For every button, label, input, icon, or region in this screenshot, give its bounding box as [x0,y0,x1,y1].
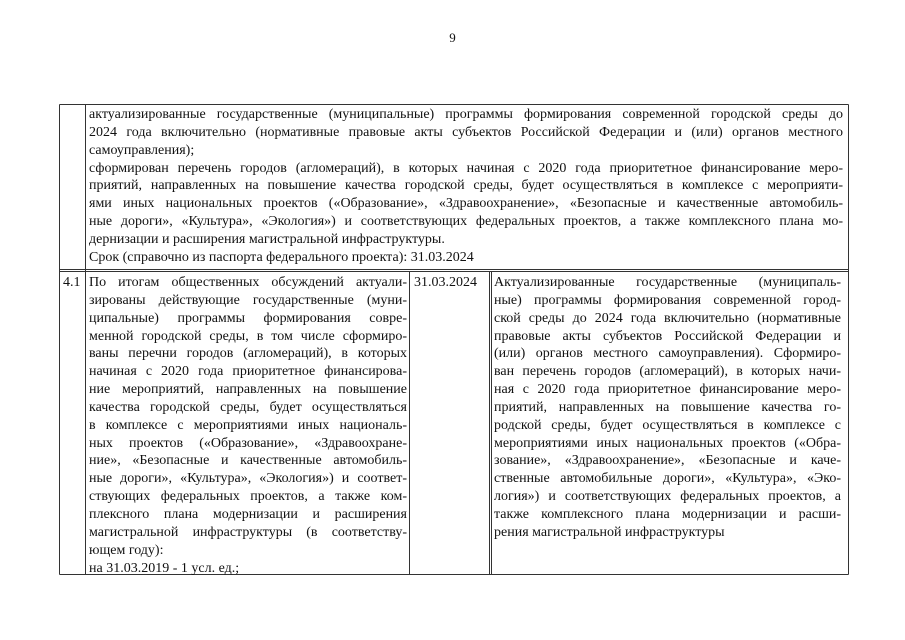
text-line: самоуправления); [89,142,195,158]
text-line: ственные автомобильные дороги», «Культура», «Эко- [494,471,841,487]
text-line: ная с 2020 года приоритетное финансирование меро- [494,382,841,398]
text-line: магистральной инфраструктуры (в соответству- [89,524,407,540]
text-line: ные дороги», «Культура», «Экология») и соответствующих федеральных проектов, а также комплексного плана мо- [89,214,843,230]
text-line: зированы действующие государственные (муни- [89,292,407,308]
text-line: приятий, направленных на повышение качества го- [494,399,841,415]
text-line: правовые акты субъектов Российской Федерации и [494,328,841,344]
text-line: начиная с 2020 года приоритетное финансирова- [89,364,407,380]
text-line: актуализированные государственные (муниципальные) программы формирования современной городской среды до [89,107,843,122]
text-line: зование», «Здравоохранение», «Безопасные и каче- [494,453,841,469]
text-line: дернизации и расширения магистральной инфраструктуры. [89,231,445,247]
text-line: ние», «Безопасные и качественные автомобиль- [89,453,407,469]
text-line: в комплексе с мероприятиями иных националь- [89,417,407,433]
text-line: приятий, направленных на повышение качества городской среды, будет осуществляться в комплексе с мероприяти- [89,178,843,194]
row-description [89,274,407,577]
text-line: ципальные) программы формирования совре- [89,310,407,326]
text-line: Срок (справочно из паспорта федерального проекта): 31.03.2024 [89,249,474,265]
text-line: плексного плана модернизации и расширения [89,506,407,522]
text-line: (или) органов местного самоуправления). Сформиро- [494,346,841,362]
text-line: рения магистральной инфраструктуры [494,524,725,540]
text-line: ных проектов («Образование», «Здравоохране- [89,435,407,451]
row-number: 4.1 [63,275,81,290]
text-line: ные дороги», «Культура», «Экология») и соответ- [89,471,407,487]
text-line: ствующих федеральных проектов, а также ком- [89,489,407,505]
text-line: мероприятиями иных национальных проектов («Обра- [494,435,841,451]
text-line: логия») и соответствующих федеральных проектов, а [494,489,841,505]
continued-row-text [89,106,843,267]
text-line: Актуализированные государственные (муниципаль- [494,275,841,290]
text-line: ные) программы формирования современной город- [494,292,841,308]
text-line: сформирован перечень городов (агломераций), в которых начиная с 2020 года приоритетное финансирование меро- [89,160,843,176]
text-line: ние мероприятий, направленных на повышение [89,382,407,398]
page-number: 9 [449,30,456,45]
text-line: менной городской среды, в том числе сформиро- [89,328,407,344]
text-line: родской среды, будет осуществляться в комплексе с [494,417,841,433]
text-line: По итогам общественных обсуждений актуали- [89,275,407,290]
text-line: ями иных национальных проектов («Образование», «Здравоохранение», «Безопасные и качественные автомобиль- [89,196,843,212]
text-line: ван перечень городов (агломераций), в которых начи- [494,364,841,380]
text-line: ваны перечни городов (агломераций), в которых [89,346,407,362]
row-date: 31.03.2024 [414,275,477,290]
text-line: качества городской среды, будет осуществляться [89,399,407,415]
text-line: также комплексного плана модернизации и расши- [494,506,841,522]
text-line: ской среды до 2024 года включительно (нормативные [494,310,841,326]
text-line: на 31.03.2019 - 1 усл. ед.; [89,560,240,576]
row-result [494,274,841,542]
text-line: 2024 года включительно (нормативные правовые акты субъектов Российской Федерации и (или) органов местного [89,124,843,140]
text-line: ющем году): [89,542,164,558]
